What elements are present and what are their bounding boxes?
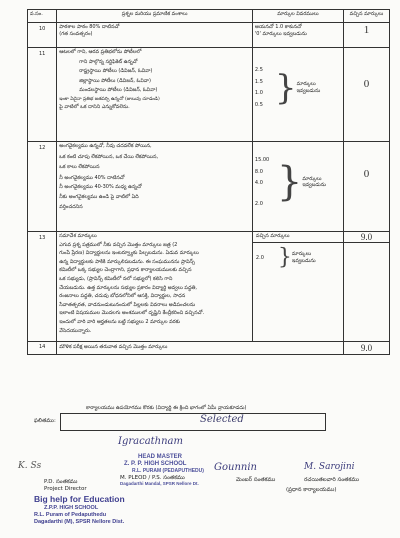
header-marks-details: మార్కుల వివరములు [252,10,343,23]
criteria-line: గుంపే ప్రేరణ) విద్యార్థులను ఇంటర్వ్యూకు పిల్చబడును. ఏడువ మార్కులు [59,250,199,257]
brace-icon: } [277,245,292,270]
criteria-line: నీకు అంగవైకల్యము ఉండి పై వాటిలో ఏది [59,193,139,200]
result-value: Selected [200,414,244,425]
criteria-line: ఎగువ ప్రశ్న పత్రములో నీకు వచ్చిన మొత్తం మార్కులు జత్ర (2 [59,241,178,248]
stamp-line-4: Dagadarthi Mandal, SPSR Nellore Dt. [120,481,199,486]
row-number: 12 [38,145,46,151]
stamp-line-2: Z. P. P. HIGH SCHOOL [124,461,187,467]
stamp-line-3: R.L. PURAM (PEDAPUTHEDU) [132,468,204,474]
row-number: 10 [38,26,46,32]
marks-line: '0' మార్కులు ఇవ్వబడును [254,30,307,37]
stamp-line-1: HEAD MASTER [138,454,183,460]
marks-note: మార్కులు [302,175,322,182]
scale-value: 0.5 [254,101,263,108]
signature-pd-label: P.D. సంతకము [44,479,78,485]
signature-secretary-sub: (ప్రధాన కార్యాలయము) [286,487,337,493]
criteria-line: చేయబడును. ఉత్త మార్కులను సభ్యుల ప్రకారం విద్యార్థి అవ్వలు పద్ధతి, [59,284,197,291]
criteria-line: ఉన్న విద్యార్థులకు పాకికి మార్కులిపబడును. ఈ సంఘమునను ప్రావిన్స్ [59,258,195,265]
header-serial: వ.సం. [28,10,57,23]
criteria-line: మండలస్థాయి పోటీలు (డివిజన్, ఓవివా) [79,87,158,94]
score-value: 0 [363,168,370,180]
signature-pd-role: Project Director [44,486,87,492]
org-line-3: R.L. Puram of Pedaputhedu [34,512,107,518]
criteria-line: వర్తించదనిన [59,203,83,210]
criteria-line: వేసెదయున్నారు. [59,327,92,334]
score-value: 9.0 [360,343,373,353]
marks-note: మార్కులు [291,251,312,258]
header-criteria: ప్రశ్నల మరియు ప్రమాణిక వంశాలు [57,10,253,23]
criteria-line: ఒక కంటి చూపు లేకపోయిన, ఒక చేయి లేకపోయిన, [59,153,159,160]
signature-member: Gounnin [214,462,257,473]
result-box [60,413,326,431]
criteria-line: ఆటలలో గాని, ఆరవ ప్రతిభలోను పోటీలలో [59,49,142,55]
signature-secretary: M. Sarojini [304,462,355,472]
row-number: 14 [38,344,46,350]
criteria-line: ఇందులో వారి వారి ఆర్హతలను బట్టి సభ్యులు 2 మార్కుల వరకు [59,318,180,325]
marks-note: మార్కులు [296,81,316,88]
criteria-line: మౌళిక పరీక్ష అయిన తరువాత వచ్చిన మొత్తం మార్కులు [59,344,168,350]
criteria-line: అంగవైకల్యము ఉన్నచో, నీవు చదవలేక పోయిన, [59,143,152,149]
criteria-line: సేవాతత్పరత, వాడనుండుటునందులో పిల్లలకు వివరాలు అడిపంచలను [59,301,196,308]
office-use-note: కార్యాలయము ఉపయోగము కొరకు (విద్యార్థి ఈ క్రింది భాగంలో ఏమీ వ్రాయకూడదు) [86,405,247,411]
criteria-line: ఇలాంటి విషయముల మొదలగు అంశములలో దృష్టిని కేంద్రీకరించి వచ్చినచో. [59,310,205,317]
result-label: ఫలితము: [34,418,56,424]
scale-value: 2.5 [254,67,263,73]
brace-icon: } [274,67,297,108]
criteria-line: పాఠశాల పాఠం 80% దాటినచో [59,24,120,30]
scale-value: 1.5 [254,78,263,85]
scale-value: 2.0 [254,200,263,207]
score-value: 9.0 [360,232,373,242]
criteria-line: (గత సంవత్సరం) [59,30,93,37]
scale-value: 15.00 [254,157,270,163]
marks-table [27,9,390,355]
signature-headmaster: Igracathnam [118,436,183,447]
row-number: 11 [38,51,46,57]
criteria-line: రాష్ట్రస్థాయి పోటీలు (డివిజన్, ఓవివా) [79,68,153,75]
criteria-line: ఇంకా ఏదైనా ప్రతిభ జతపర్చి ఉన్నచో (జుబువు చూడండి) [59,96,160,102]
table-row [28,23,390,48]
scale-value: 8.0 [254,168,263,175]
score-value: 0 [363,78,370,90]
criteria-line: సమావేశ మార్కులు [59,233,97,239]
signature-pd: K. Ss [18,461,42,471]
signature-member-label: మెంబర్ సంతకము [236,477,276,483]
marks-line: ఆయనచో 1.0 కాకునచో [254,24,302,30]
scale-value: 1.0 [254,90,263,97]
org-line-4: Dagadarthi (M), SPSR Nellore Dist. [34,519,125,525]
sub-header-label: వచ్చిన మార్కులు [255,233,290,239]
table-row [28,48,390,142]
table-header-row [28,10,390,23]
scale-value: 4.0 [254,180,263,187]
criteria-line: నీ అంగవైకల్యము 40-30% మధ్య ఉన్నచో [59,184,142,191]
signature-secretary-label: రచయితలవారి సంతకము [304,477,359,483]
table-row [28,342,390,355]
org-line-2: Z.P.P. HIGH SCHOOL [44,505,99,511]
marks-note: ఇవ్వబడును [302,182,327,189]
table-row [28,232,390,342]
score-value: 1 [363,24,370,36]
org-line-1: Big help for Education [34,494,125,504]
criteria-line: పై వాటిలో ఒక దానిని ఎన్నుకోవలెను. [59,103,130,110]
brace-icon: } [276,159,303,206]
criteria-line: గాని పాల్గొన్న సర్టిఫికెట్ ఉన్నచో [79,58,138,65]
marks-note: ఇవ్వబడును [296,87,321,94]
scale-value: 2.0 [255,254,264,261]
marks-note: ఇవ్వబడును [291,258,316,264]
criteria-line: రంజనాలు పద్ధతి, చదువు బోధనలోనిలో ఆసక్తి, విద్యార్థుల, సాధన [59,293,186,300]
table-row [28,142,390,232]
row-number: 13 [38,235,46,241]
criteria-line: కమిటీలో ఒక్క సభ్యుల చెంద్రాగాని, ప్రధాన కార్యాలయములకు వచ్చిన [59,267,192,274]
criteria-line: జిల్లాస్థాయి పోటీలు (డివిజన్, ఓవివా) [79,77,151,84]
sub-header [253,232,343,243]
stamp-caption: M. PLEOD / P.S. సంతకము [120,475,185,481]
criteria-line: నీ అంగవైకల్యము 40% దాటినచో [59,174,125,181]
header-marks-obtained: వచ్చిన మార్కులు [343,10,389,23]
criteria-line: ఒక సభ్యుడు, (ప్రావిన్స్ కమిటీలో నలో సభ్యులో) కలిసి గాని [59,275,173,282]
criteria-line: ఒక కాలు లేకపోయిన [59,164,100,171]
